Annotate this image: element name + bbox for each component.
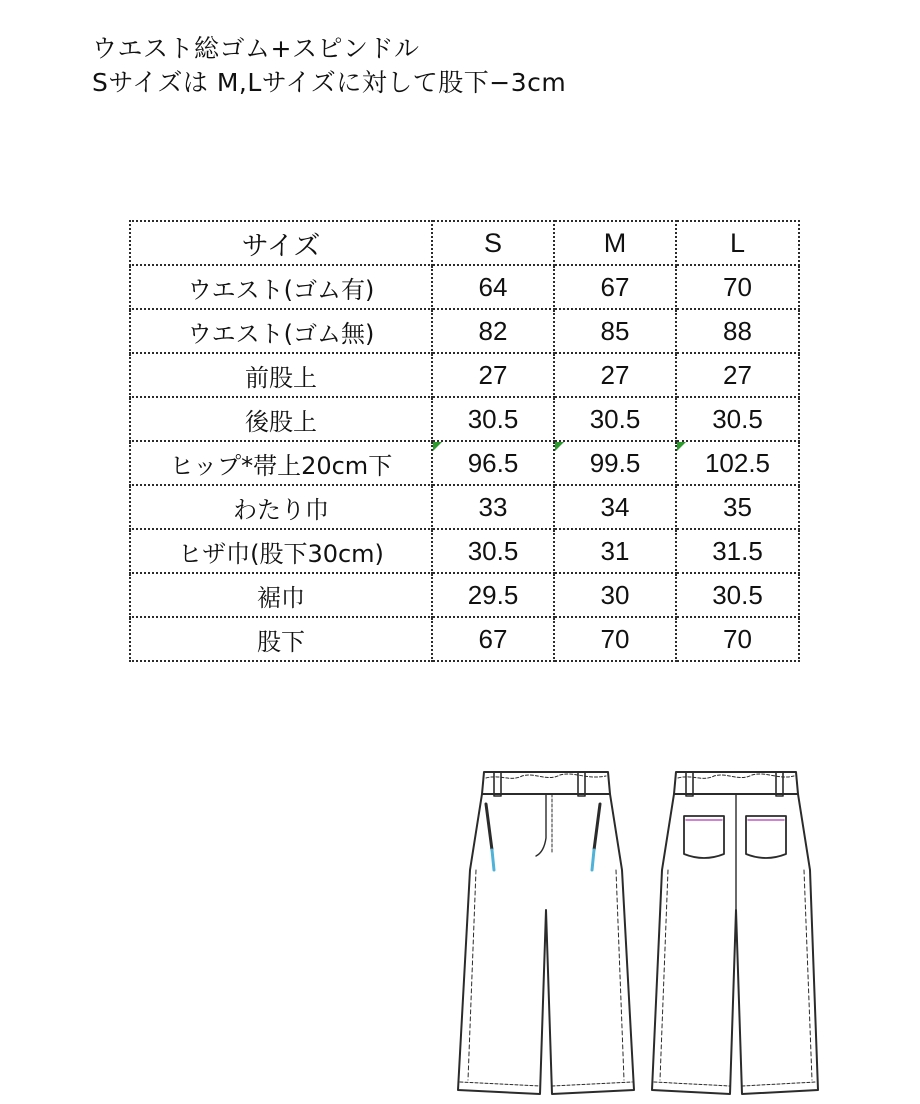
row-label: 股下 bbox=[130, 617, 432, 661]
cell-s: 82 bbox=[432, 309, 554, 353]
row-label: ウエスト(ゴム有) bbox=[130, 265, 432, 309]
row-label: ヒザ巾(股下30cm) bbox=[130, 529, 432, 573]
cell-l: 30.5 bbox=[676, 573, 799, 617]
comment-marker-icon bbox=[677, 442, 686, 451]
row-label: ヒップ*帯上20cm下 bbox=[130, 441, 432, 485]
cell-l: 70 bbox=[676, 265, 799, 309]
cell-m: 67 bbox=[554, 265, 676, 309]
table-row bbox=[130, 573, 799, 617]
table-row bbox=[130, 353, 799, 397]
row-label: 後股上 bbox=[130, 397, 432, 441]
cell-s: 64 bbox=[432, 265, 554, 309]
note-inseam: Sサイズは M,Lサイズに対して股下−3cm bbox=[92, 68, 567, 97]
table-row bbox=[130, 617, 799, 661]
cell-value: 96.5 bbox=[467, 447, 519, 478]
header-size-m: M bbox=[554, 221, 676, 265]
pants-back-view bbox=[652, 772, 818, 1094]
cell-l: 88 bbox=[676, 309, 799, 353]
cell-value: 102.5 bbox=[704, 447, 771, 478]
row-label: わたり巾 bbox=[130, 485, 432, 529]
cell-m: 31 bbox=[554, 529, 676, 573]
cell-s: 30.5 bbox=[432, 397, 554, 441]
table-row bbox=[130, 485, 799, 529]
cell-m bbox=[554, 441, 676, 485]
cell-m: 30.5 bbox=[554, 397, 676, 441]
cell-l bbox=[676, 441, 799, 485]
cell-s: 30.5 bbox=[432, 529, 554, 573]
cell-l: 27 bbox=[676, 353, 799, 397]
comment-marker-icon bbox=[433, 442, 442, 451]
cell-m: 30 bbox=[554, 573, 676, 617]
pants-front-view bbox=[458, 772, 634, 1094]
cell-s: 27 bbox=[432, 353, 554, 397]
cell-s: 33 bbox=[432, 485, 554, 529]
table-row bbox=[130, 397, 799, 441]
table-row bbox=[130, 309, 799, 353]
size-table bbox=[129, 220, 800, 662]
table-row bbox=[130, 441, 799, 485]
cell-m: 34 bbox=[554, 485, 676, 529]
cell-value: 99.5 bbox=[589, 447, 641, 478]
row-label: 裾巾 bbox=[130, 573, 432, 617]
notes bbox=[92, 32, 566, 100]
cell-l: 35 bbox=[676, 485, 799, 529]
cell-s bbox=[432, 441, 554, 485]
row-label: ウエスト(ゴム無) bbox=[130, 309, 432, 353]
table-row bbox=[130, 265, 799, 309]
cell-s: 67 bbox=[432, 617, 554, 661]
header-size-s: S bbox=[432, 221, 554, 265]
cell-l: 31.5 bbox=[676, 529, 799, 573]
cell-m: 70 bbox=[554, 617, 676, 661]
pants-technical-drawing bbox=[440, 760, 820, 1100]
note-waist: ウエスト総ゴム+スピンドル bbox=[92, 34, 420, 63]
cell-l: 30.5 bbox=[676, 397, 799, 441]
table-row bbox=[130, 529, 799, 573]
header-label: サイズ bbox=[130, 221, 432, 265]
cell-m: 27 bbox=[554, 353, 676, 397]
header-row bbox=[130, 221, 799, 265]
cell-m: 85 bbox=[554, 309, 676, 353]
header-size-l: L bbox=[676, 221, 799, 265]
cell-s: 29.5 bbox=[432, 573, 554, 617]
cell-l: 70 bbox=[676, 617, 799, 661]
comment-marker-icon bbox=[555, 442, 564, 451]
row-label: 前股上 bbox=[130, 353, 432, 397]
